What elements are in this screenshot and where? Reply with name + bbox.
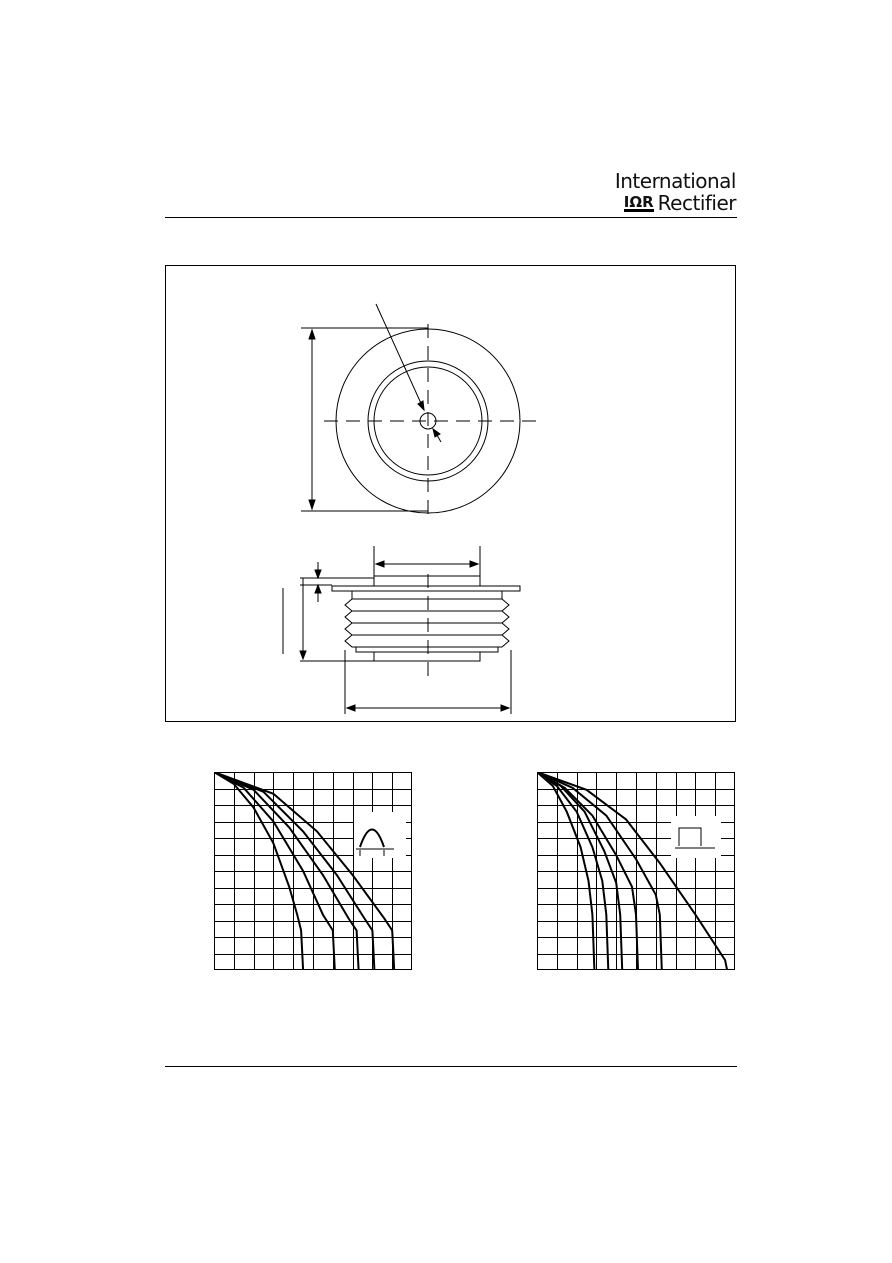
top-view <box>301 304 538 514</box>
logo-line1: International <box>614 169 736 193</box>
center-lines <box>324 324 538 514</box>
outline-drawing-box <box>165 265 736 722</box>
logo-line2: Rectifier <box>657 191 736 215</box>
chart-sinusoidal <box>214 772 412 970</box>
side-view <box>283 546 520 714</box>
chart-grid <box>214 772 412 970</box>
header-rule <box>165 217 737 218</box>
hole-leader <box>376 304 424 410</box>
footer-rule <box>165 1066 737 1067</box>
international-rectifier-logo <box>615 170 736 214</box>
rectangular-waveform-inset <box>671 816 721 858</box>
sine-waveform-inset <box>354 812 406 858</box>
chart-rectangular <box>537 772 735 970</box>
outline-drawing <box>166 266 737 723</box>
logo-ior-mark: IΩR <box>623 192 654 211</box>
